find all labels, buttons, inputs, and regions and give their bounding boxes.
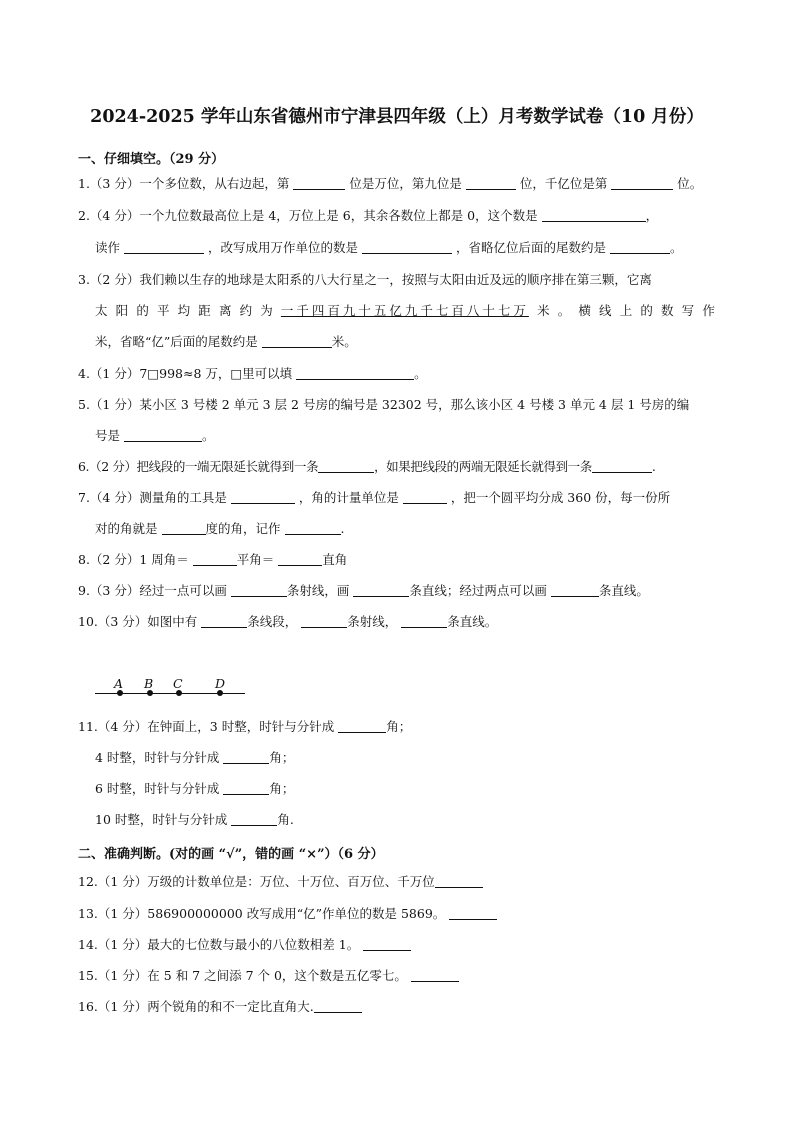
question-3-line2: 太 阳 的 平 均 距 离 约 为 一千四百九十五亿九千七百八十七万 米 。 横 线 上 的 数 写 作 — [95, 303, 715, 318]
answer-blank[interactable] — [551, 584, 599, 597]
question-6: 6.（2 分）把线段的一端无限延长就得到一条 ，如果把线段的两端无限延长就得到一条 . — [78, 459, 656, 474]
question-13: 13.（1 分）586900000000 改写成用“亿”作单位的数是 5869。 — [78, 906, 497, 922]
question-7-cont: 对的角就是 度的角，记作 . — [95, 521, 345, 536]
question-2-cont: 读作 ，改写成用万作单位的数是 ，省略亿位后面的尾数约是 。 — [95, 240, 683, 255]
answer-blank[interactable] — [223, 751, 269, 764]
answer-blank[interactable] — [318, 460, 374, 473]
answer-blank[interactable] — [223, 782, 269, 795]
point-label-b: B — [144, 676, 154, 691]
question-5-cont: 号是 。 — [95, 428, 215, 443]
answer-blank[interactable] — [362, 241, 452, 254]
question-15: 15.（1 分）在 5 和 7 之间添 7 个 0，这个数是五亿零七。 — [78, 968, 459, 984]
answer-blank[interactable] — [435, 875, 483, 888]
question-11: 11.（4 分）在钟面上，3 时整，时针与分针成 角； — [78, 719, 412, 734]
question-8: 8.（2 分）1 周角＝ 平角＝ 直角 — [78, 552, 348, 567]
page-title: 2024-2025 学年山东省德州市宁津县四年级（上）月考数学试卷（10 月份） — [90, 107, 704, 127]
question-14: 14.（1 分）最大的七位数与最小的八位数相差 1。 — [78, 937, 411, 953]
question-4: 4.（1 分）7□998≈8 万，□里可以填 。 — [78, 366, 427, 381]
question-5: 5.（1 分）某小区 3 号楼 2 单元 3 层 2 号房的编号是 32302 号，那么该小区 4 号楼 3 单元 4 层 1 号房的编 — [78, 397, 690, 412]
answer-blank[interactable] — [201, 615, 247, 628]
question-3-line3: 米，省略“亿”后面的尾数约是 米。 — [95, 334, 357, 349]
question-11-line2: 4 时整，时针与分针成 角； — [95, 750, 295, 765]
answer-blank[interactable] — [611, 177, 673, 190]
answer-blank[interactable] — [285, 522, 341, 535]
question-10: 10.（3 分）如图中有 条线段， 条射线， 条直线。 — [78, 614, 498, 629]
answer-blank[interactable] — [193, 553, 237, 566]
question-1: 1.（3 分）一个多位数，从右边起，第 位是万位，第九位是 位，千亿位是第 位。 — [78, 176, 703, 191]
question-16: 16.（1 分）两个锐角的和不一定比直角大. — [78, 999, 362, 1015]
answer-blank[interactable] — [363, 938, 411, 951]
underlined-number-text: 一千四百九十五亿九千七百八十七万 — [280, 303, 529, 318]
answer-blank[interactable] — [314, 1000, 362, 1013]
answer-blank[interactable] — [301, 615, 347, 628]
answer-blank[interactable] — [401, 615, 447, 628]
question-7: 7.（4 分）测量角的工具是 ，角的计量单位是 ，把一个圆平均分成 360 份，每一份所 — [78, 490, 671, 505]
answer-blank[interactable] — [278, 553, 322, 566]
question-9: 9.（3 分）经过一点可以画 条射线，画 条直线；经过两点可以画 条直线。 — [78, 583, 649, 598]
answer-blank[interactable] — [610, 241, 670, 254]
section-heading-fill-blank: 一、仔细填空。（29 分） — [78, 152, 225, 167]
answer-blank[interactable] — [162, 522, 206, 535]
question-11-line3: 6 时整，时针与分针成 角； — [95, 781, 295, 796]
question-3: 3.（2 分）我们赖以生存的地球是太阳系的八大行星之一，按照与太阳由近及远的顺序排在第三颗，它离 — [78, 272, 652, 287]
answer-blank[interactable] — [411, 969, 459, 982]
answer-blank[interactable] — [231, 813, 277, 826]
answer-blank[interactable] — [296, 367, 414, 380]
answer-blank[interactable] — [449, 907, 497, 920]
point-label-d: D — [215, 676, 226, 691]
answer-blank[interactable] — [466, 177, 516, 190]
answer-blank[interactable] — [592, 460, 652, 473]
question-12: 12.（1 分）万级的计数单位是：万位、十万位、百万位、千万位 — [78, 874, 483, 890]
answer-blank[interactable] — [231, 491, 295, 504]
answer-blank[interactable] — [124, 429, 202, 442]
question-2: 2.（4 分）一个九位数最高位上是 4，万位上是 6，其余各数位上都是 0，这个数是 ， — [78, 208, 659, 223]
point-label-c: C — [173, 676, 183, 691]
answer-blank[interactable] — [338, 720, 386, 733]
point-label-a: A — [114, 676, 124, 691]
answer-blank[interactable] — [293, 177, 345, 190]
answer-blank[interactable] — [542, 209, 646, 222]
answer-blank[interactable] — [403, 491, 447, 504]
section-heading-true-false: 二、准确判断。(对的画 “√”，错的画 “×”）（6 分） — [78, 847, 384, 862]
answer-blank[interactable] — [124, 241, 204, 254]
question-11-line4: 10 时整，时针与分针成 角. — [95, 812, 294, 827]
answer-blank[interactable] — [231, 584, 287, 597]
answer-blank[interactable] — [262, 335, 332, 348]
answer-blank[interactable] — [353, 584, 409, 597]
